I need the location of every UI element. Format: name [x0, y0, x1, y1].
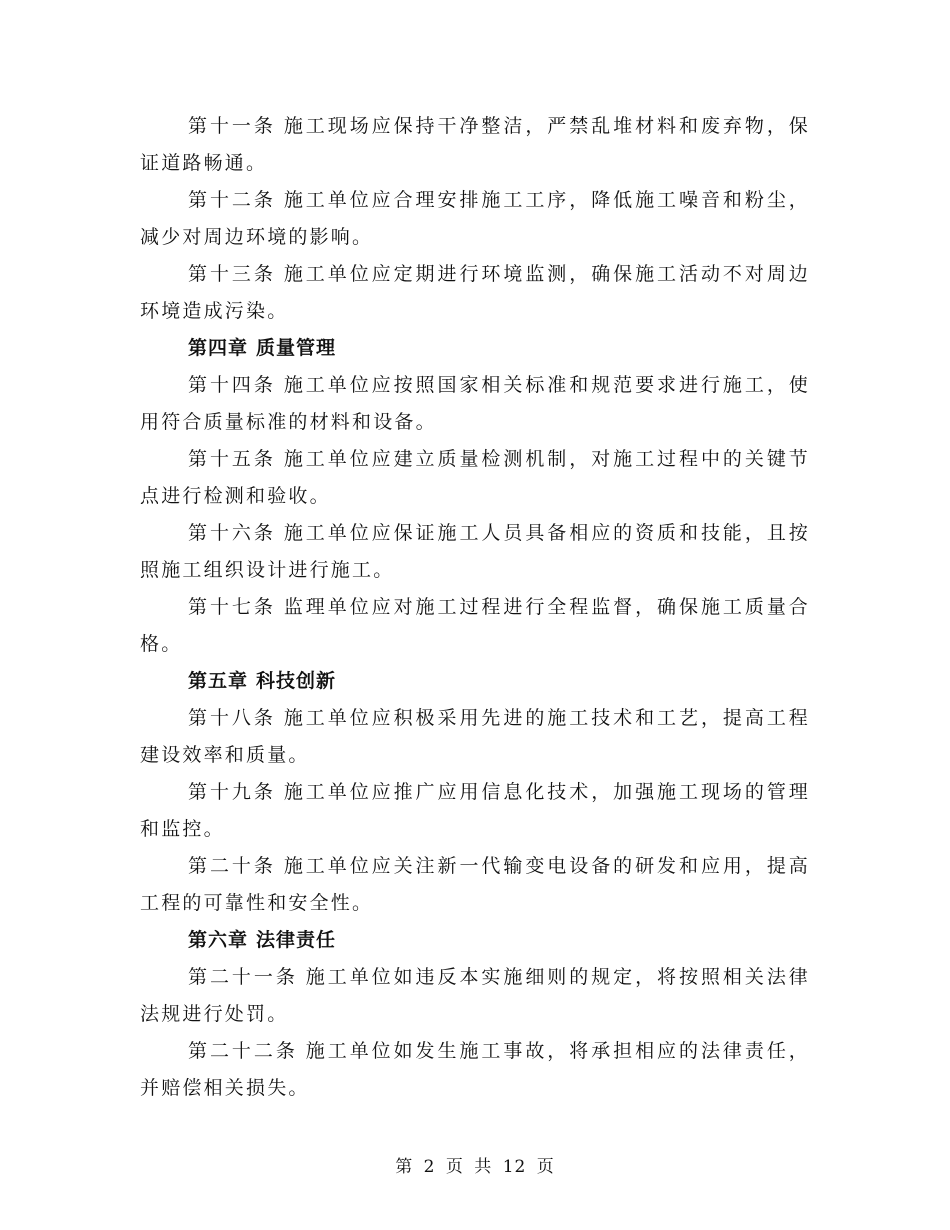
article-text: 施工单位应推广应用信息化技术，加强施工现场的管理和监控。: [140, 781, 810, 840]
article-number: 第十六条: [188, 522, 276, 544]
article-11: [140, 108, 810, 182]
article-16: [140, 515, 810, 589]
chapter-4-heading: [140, 330, 810, 367]
article-text: 施工单位应积极采用先进的施工技术和工艺，提高工程建设效率和质量。: [140, 707, 810, 766]
article-number: 第二十二条: [188, 1040, 298, 1062]
article-19: [140, 774, 810, 848]
article-number: 第十三条: [188, 263, 276, 285]
chapter-number: 第四章: [188, 337, 249, 359]
article-number: 第十七条: [188, 596, 276, 618]
article-21: [140, 959, 810, 1033]
article-13: [140, 256, 810, 330]
article-text: 施工单位应关注新一代输变电设备的研发和应用，提高工程的可靠性和安全性。: [140, 855, 810, 914]
article-text: 施工单位应合理安排施工工序，降低施工噪音和粉尘，减少对周边环境的影响。: [140, 189, 810, 248]
chapter-title: 科技创新: [256, 670, 337, 692]
article-number: 第十八条: [188, 707, 276, 729]
article-18: [140, 700, 810, 774]
chapter-title: 质量管理: [256, 337, 337, 359]
chapter-number: 第六章: [188, 929, 249, 951]
page-footer: 第 2 页 共 12 页: [395, 1157, 555, 1177]
article-number: 第十四条: [188, 374, 276, 396]
article-text: 施工单位应定期进行环境监测，确保施工活动不对周边环境造成污染。: [140, 263, 810, 322]
chapter-number: 第五章: [188, 670, 249, 692]
document-body: [140, 108, 810, 1107]
article-text: 施工单位应按照国家相关标准和规范要求进行施工，使用符合质量标准的材料和设备。: [140, 374, 810, 433]
article-number: 第十五条: [188, 448, 276, 470]
article-17: [140, 589, 810, 663]
article-14: [140, 367, 810, 441]
article-number: 第二十一条: [188, 966, 298, 988]
article-text: 施工单位应建立质量检测机制，对施工过程中的关键节点进行检测和验收。: [140, 448, 810, 507]
article-number: 第二十条: [188, 855, 276, 877]
article-number: 第十九条: [188, 781, 276, 803]
chapter-6-heading: [140, 922, 810, 959]
article-number: 第十二条: [188, 189, 276, 211]
article-text: 监理单位应对施工过程进行全程监督，确保施工质量合格。: [140, 596, 810, 655]
article-15: [140, 441, 810, 515]
article-text: 施工单位如违反本实施细则的规定，将按照相关法律法规进行处罚。: [140, 966, 810, 1025]
article-text: 施工现场应保持干净整洁，严禁乱堆材料和废弃物，保证道路畅通。: [140, 115, 810, 174]
article-22: [140, 1033, 810, 1107]
article-number: 第十一条: [188, 115, 276, 137]
article-12: [140, 182, 810, 256]
article-text: 施工单位如发生施工事故，将承担相应的法律责任，并赔偿相关损失。: [140, 1040, 810, 1099]
chapter-title: 法律责任: [256, 929, 337, 951]
article-20: [140, 848, 810, 922]
chapter-5-heading: [140, 663, 810, 700]
article-text: 施工单位应保证施工人员具备相应的资质和技能，且按照施工组织设计进行施工。: [140, 522, 810, 581]
